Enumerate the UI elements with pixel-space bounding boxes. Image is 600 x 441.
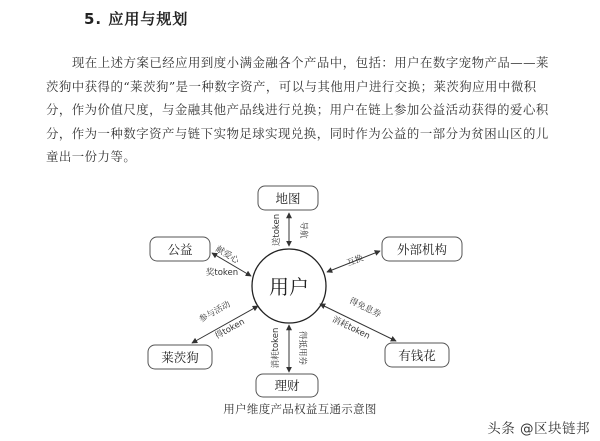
node-youqianhua-label: 有钱花 <box>398 348 436 363</box>
body-paragraph: 现在上述方案已经应用到度小满金融各个产品中，包括：用户在数字宠物产品——莱茨狗中获得的“莱茨狗”是一种数字资产，可以与其他用户进行交换；莱茨狗应用中微积分，作为价值尺度，与金融其他产品线进行兑换；用户在链上参加公益活动获得的爱心积分，作为一种数字资产与链下实物足球实现兑换，同时作为公益的一部分为贫困山区的儿童出一份力等。 <box>46 55 549 165</box>
label-licai-b: 得抵用券 <box>297 330 307 366</box>
node-external-label: 外部机构 <box>396 242 448 257</box>
label-gy-a: 献爱心 <box>213 244 241 267</box>
label-gy-b: 奖token <box>205 268 239 278</box>
label-lcg-b: 得token <box>213 317 247 342</box>
label-lcg-a: 参与活动 <box>197 299 233 325</box>
node-licai-label: 理财 <box>274 378 300 393</box>
diagram-caption: 用户维度产品权益互通示意图 <box>223 402 377 416</box>
watermark-text: 头条 @区块链邦 <box>487 421 590 437</box>
label-yqh-b: 消耗token <box>330 314 372 342</box>
section-heading: 5. 应用与规划 <box>84 10 189 28</box>
label-yqh-a: 得免息券 <box>347 296 383 321</box>
label-map-out: 导航 <box>298 221 308 239</box>
node-laicigou-label: 莱茨狗 <box>161 350 199 365</box>
label-licai-a: 消耗token <box>271 327 281 369</box>
node-map-label: 地图 <box>275 191 301 206</box>
center-user-label: 用户 <box>269 275 309 299</box>
label-external: 互换 <box>345 253 366 269</box>
node-gongyi-label: 公益 <box>167 242 193 257</box>
label-map-in: 送token <box>272 213 282 247</box>
